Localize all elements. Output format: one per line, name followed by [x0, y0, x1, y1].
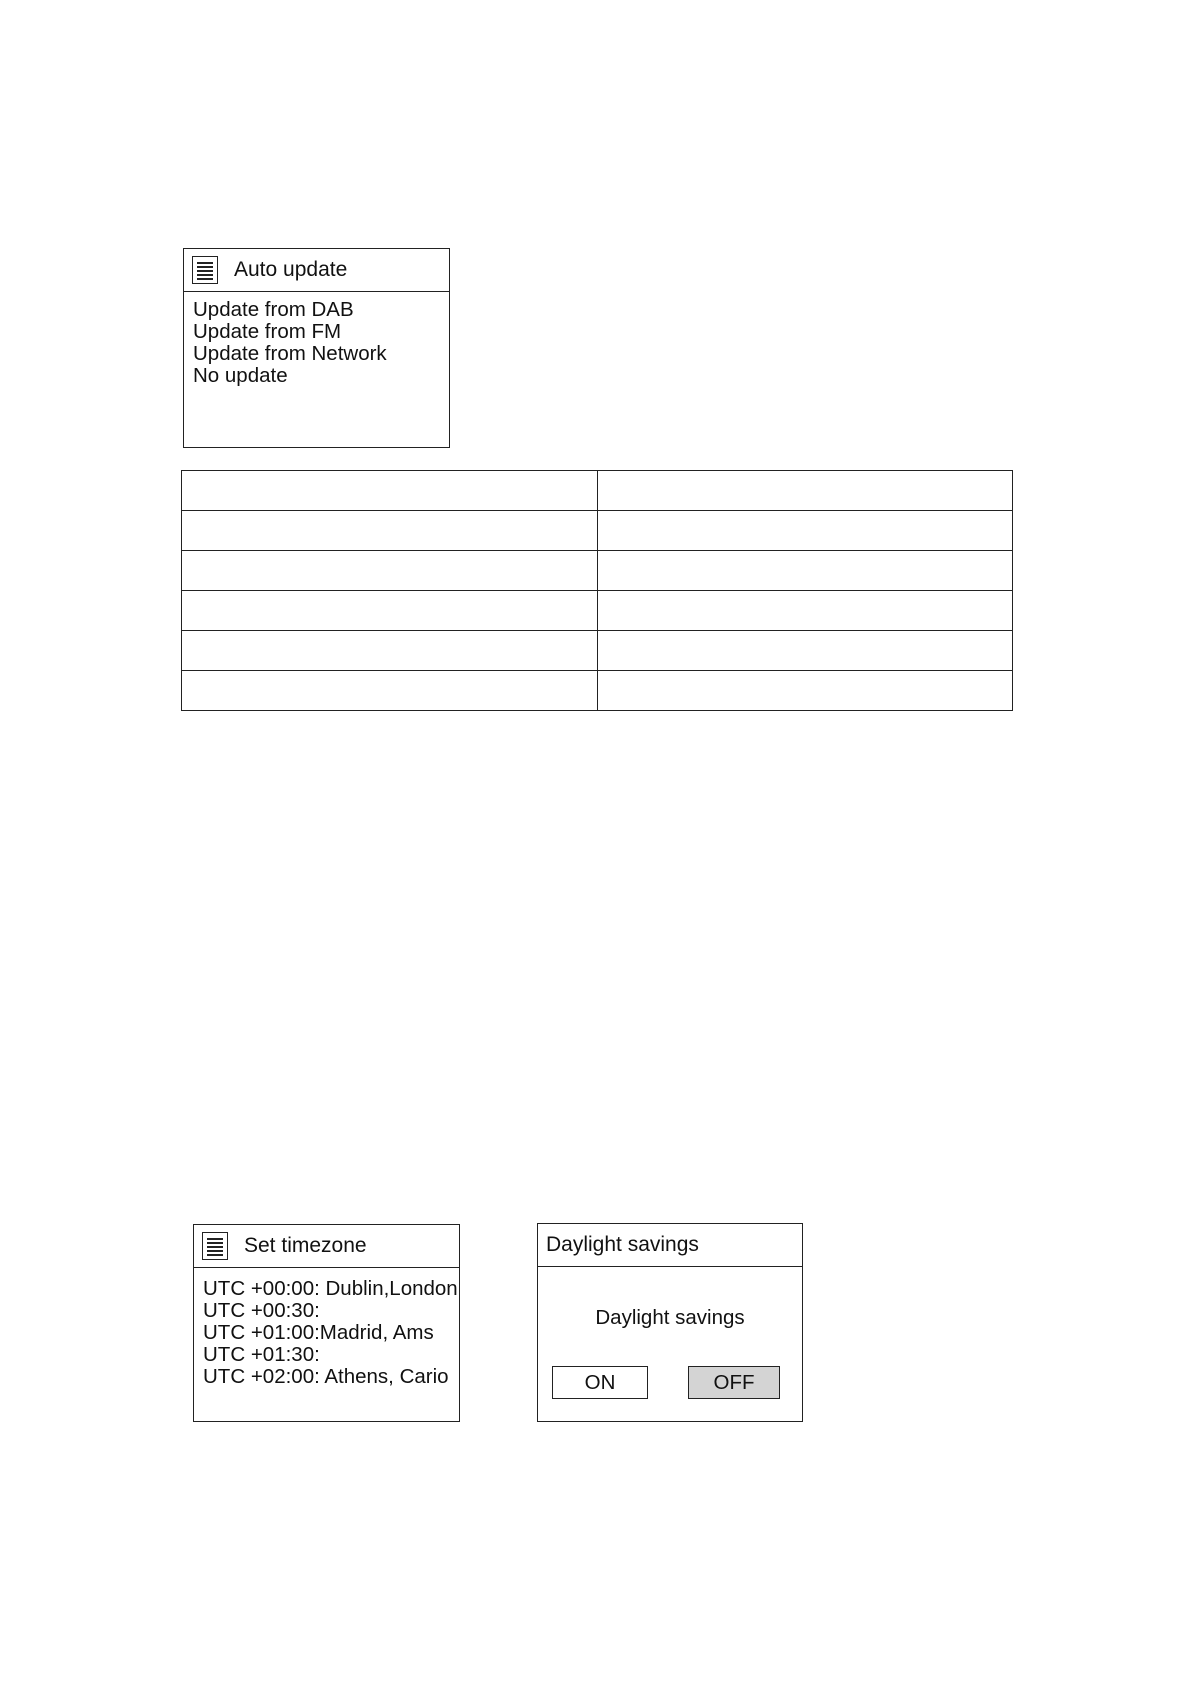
timezone-option[interactable]: UTC +00:30:	[203, 1299, 320, 1322]
screen-header	[538, 1224, 802, 1267]
on-button[interactable]: ON	[552, 1366, 648, 1399]
table-cell	[182, 511, 598, 551]
table-cell	[597, 471, 1013, 511]
auto-update-screen	[183, 248, 450, 448]
screen-title: Set timezone	[244, 1234, 367, 1257]
option-update-from-fm[interactable]: Update from FM	[193, 320, 342, 343]
timezone-option[interactable]: UTC +00:00: Dublin,London	[203, 1277, 458, 1300]
option-update-from-network[interactable]: Update from Network	[193, 342, 387, 365]
timezone-option[interactable]: UTC +02:00: Athens, Cario	[203, 1365, 449, 1388]
table-cell	[597, 671, 1013, 711]
table-row	[182, 511, 1013, 551]
menu-list-icon	[192, 256, 218, 284]
table-cell	[597, 631, 1013, 671]
table-cell	[597, 511, 1013, 551]
option-list	[193, 299, 445, 387]
table-cell	[182, 631, 598, 671]
table-cell	[597, 591, 1013, 631]
table-row	[182, 551, 1013, 591]
table-cell	[597, 551, 1013, 591]
timezone-list	[203, 1277, 458, 1388]
option-no-update[interactable]: No update	[193, 364, 288, 387]
timezone-option[interactable]: UTC +01:30:	[203, 1343, 320, 1366]
screen-title: Daylight savings	[546, 1233, 699, 1256]
menu-list-icon	[202, 1232, 228, 1260]
table-row	[182, 671, 1013, 711]
screen-header	[194, 1225, 459, 1268]
option-update-from-dab[interactable]: Update from DAB	[193, 298, 354, 321]
options-table	[181, 470, 1013, 711]
daylight-savings-screen	[537, 1223, 803, 1422]
table-cell	[182, 591, 598, 631]
table-row	[182, 591, 1013, 631]
table-row	[182, 471, 1013, 511]
table-cell	[182, 551, 598, 591]
table-row	[182, 631, 1013, 671]
off-button[interactable]: OFF	[688, 1366, 780, 1399]
screen-header	[184, 249, 449, 292]
daylight-savings-label: Daylight savings	[595, 1306, 745, 1329]
table-cell	[182, 671, 598, 711]
table-cell	[182, 471, 598, 511]
set-timezone-screen	[193, 1224, 460, 1422]
screen-title: Auto update	[234, 258, 348, 281]
timezone-option[interactable]: UTC +01:00:Madrid, Ams	[203, 1321, 434, 1344]
